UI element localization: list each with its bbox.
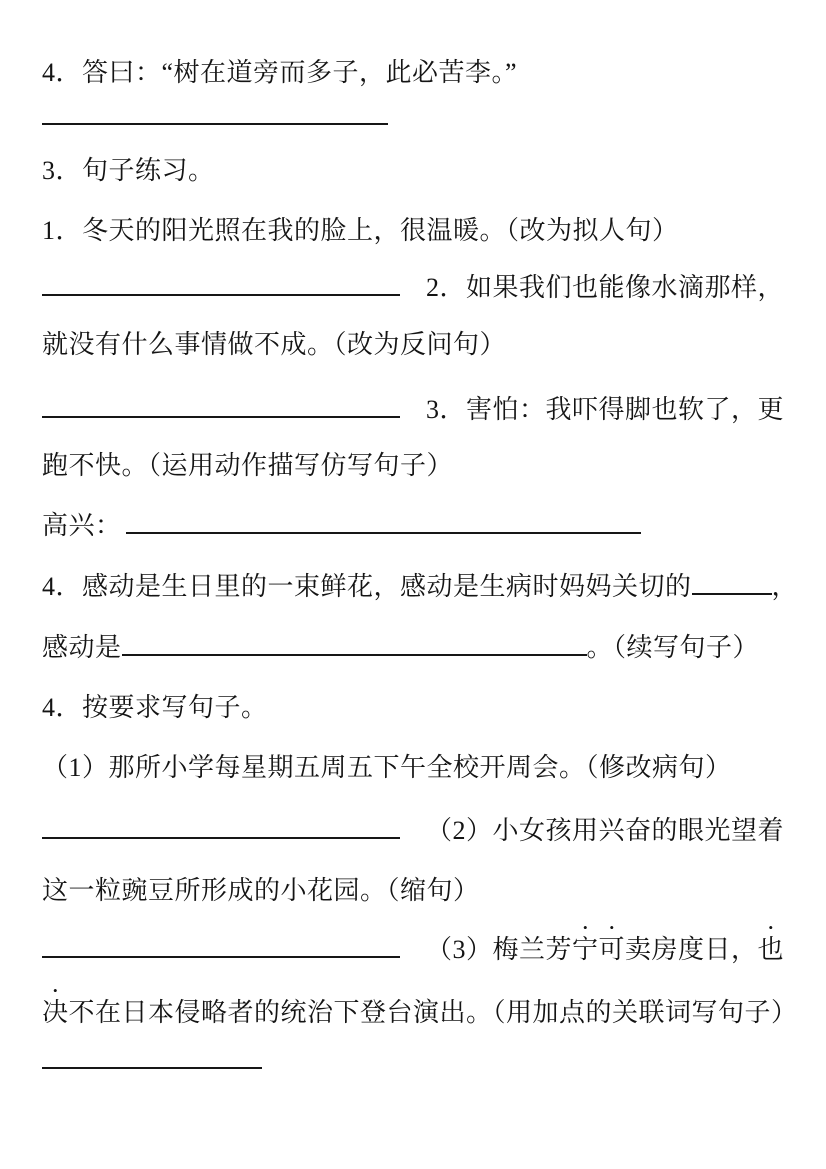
- sub-question3-emphasized-word-2: 也: [757, 935, 785, 964]
- answer-blank: [42, 416, 400, 418]
- exercise1-line: [42, 201, 806, 261]
- sub-question3-emphasized-word-3: 决: [42, 998, 69, 1027]
- section4-title-text: 4．按要求写句子。: [42, 693, 268, 722]
- section4-title-line: [42, 678, 806, 738]
- sub-question3-prefix: （3）梅兰芳: [426, 935, 573, 964]
- exercise3-line1: [42, 380, 806, 440]
- answer-blank: [126, 532, 641, 534]
- exercise1-text: 1．冬天的阳光照在我的脸上，很温暖。（改为拟人句）: [42, 216, 679, 245]
- sub-question3-mid: 卖房度日，: [625, 935, 758, 964]
- exercise3-text-part2: 跑不快。（运用动作描写仿写句子）: [42, 451, 454, 480]
- answer-blank: [42, 837, 400, 839]
- exercise3-line2: [42, 436, 806, 496]
- exercise2-text-part2: 就没有什么事情做不成。（改为反问句）: [42, 330, 507, 359]
- sub-question2-text-part2: 这一粒豌豆所形成的小花园。（缩句）: [42, 876, 480, 905]
- answer-blank-line-bottom: [42, 1031, 806, 1091]
- exercise3-text-part1: 3．害怕：我吓得脚也软了，更: [426, 395, 785, 424]
- section3-title-text: 3．句子练习。: [42, 156, 215, 185]
- answer-blank: [42, 123, 388, 125]
- answer-blank-inline: [692, 593, 772, 595]
- exercise3-answer-line: [42, 496, 806, 556]
- sub-question3-emphasized-word-1: 宁可: [572, 935, 626, 964]
- sub-question1-text: （1）那所小学每星期五周五下午全校开周会。（修改病句）: [42, 753, 732, 782]
- exercise4-text-part2-prefix: 感动是: [42, 633, 122, 662]
- exercise2-line2: [42, 315, 806, 375]
- question-q4-quote-text: 4．答曰：“树在道旁而多子，此必苦李。”: [42, 58, 518, 87]
- exercise2-line1: [42, 258, 806, 318]
- answer-blank-line-q4: [42, 87, 806, 147]
- sub-question2-line1: [42, 801, 806, 861]
- exercise4-line2: [42, 618, 806, 678]
- section3-title-line: [42, 141, 806, 201]
- answer-blank: [42, 956, 400, 958]
- exercise4-text-part1: 4．感动是生日里的一束鲜花，感动是生病时妈妈关切的: [42, 572, 692, 601]
- exercise4-comma: ，: [771, 572, 799, 601]
- answer-blank: [42, 1067, 262, 1069]
- sub-question3-line1: [42, 920, 806, 980]
- answer-blank-inline: [122, 654, 587, 656]
- sub-question3-line2-text: 不在日本侵略者的统治下登台演出。（用加点的关联词写句子）: [68, 998, 798, 1027]
- sub-question2-line2: [42, 861, 806, 921]
- exercise3-answer-label: 高兴：: [42, 511, 122, 540]
- exercise4-line1: [42, 557, 806, 617]
- exercise2-text-part1: 2．如果我们也能像水滴那样，: [426, 273, 785, 302]
- sub-question2-text-part1: （2）小女孩用兴奋的眼光望着: [426, 816, 785, 845]
- sub-question1-line: [42, 738, 806, 798]
- exercise4-text-part2-suffix: 。（续写句子）: [586, 633, 760, 662]
- answer-blank: [42, 294, 400, 296]
